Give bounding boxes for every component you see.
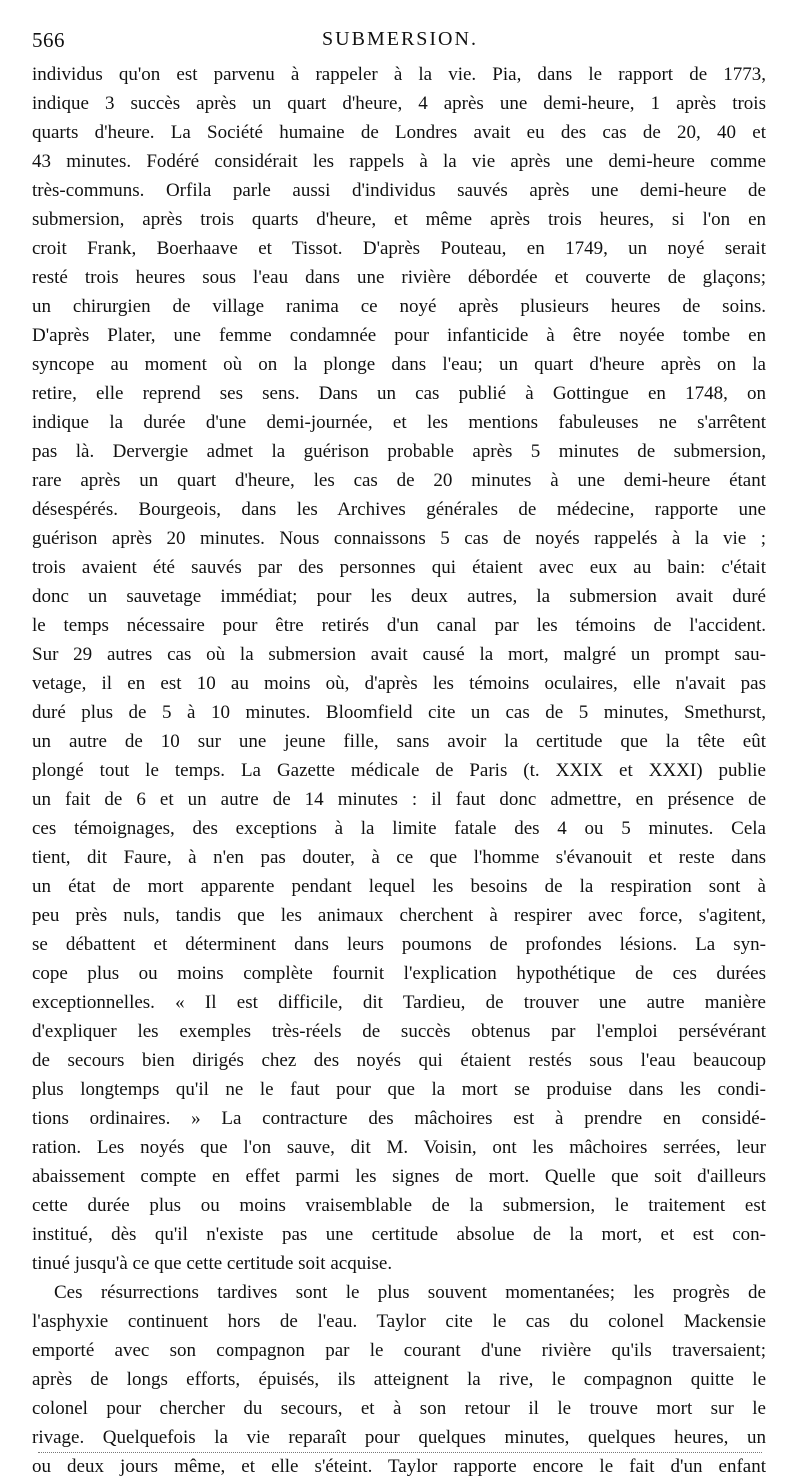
text-line: tions ordinaires. » La contracture des mâchoires est à prendre en considé- [32, 1108, 766, 1129]
page-header [32, 28, 768, 58]
text-line: le temps nécessaire pour être retirés d'un canal par les témoins de l'accident. [32, 615, 766, 636]
text-line: ces témoignages, des exceptions à la limite fatale des 4 ou 5 minutes. Cela [32, 818, 766, 839]
text-line: 43 minutes. Fodéré considérait les rappels à la vie après une demi-heure comme [32, 151, 766, 172]
text-line: un autre de 10 sur une jeune fille, sans avoir la certitude que la tête eût [32, 731, 766, 752]
text-line: resté trois heures sous l'eau dans une rivière débordée et couverte de glaçons; [32, 267, 766, 288]
text-line: quarts d'heure. La Société humaine de Londres avait eu des cas de 20, 40 et [32, 122, 766, 143]
page-number: 566 [32, 28, 65, 52]
text-line-italic-citation: plongé tout le temps. La Gazette médicale de Paris (t. XXIX et XXXI) publie [32, 760, 766, 781]
text-line: duré plus de 5 à 10 minutes. Bloomfield cite un cas de 5 minutes, Smethurst, [32, 702, 766, 723]
text-line-paragraph-start: Ces résurrections tardives sont le plus souvent momentanées; les progrès de [54, 1282, 766, 1303]
text-line: tient, dit Faure, à n'en pas douter, à ce que l'homme s'évanouit et reste dans [32, 847, 766, 868]
text-line: cope plus ou moins complète fournit l'explication hypothétique de ces durées [32, 963, 766, 984]
text-line: submersion, après trois quarts d'heure, et même après trois heures, si l'on en [32, 209, 766, 230]
text-line-paragraph-end: tinué jusqu'à ce que cette certitude soit acquise. [32, 1253, 393, 1274]
text-line: trois avaient été sauvés par des personnes qui étaient avec eux au bain: c'était [32, 557, 766, 578]
text-line: exceptionnelles. « Il est difficile, dit Tardieu, de trouver une autre manière [32, 992, 766, 1013]
running-title: SUBMERSION. [322, 28, 478, 50]
text-line: l'asphyxie continuent hors de l'eau. Taylor cite le cas du colonel Mackensie [32, 1311, 766, 1332]
text-line: peu près nuls, tandis que les animaux cherchent à respirer avec force, s'agitent, [32, 905, 766, 926]
text-line: emporté avec son compagnon par le courant d'une rivière qu'ils traversaient; [32, 1340, 766, 1361]
text-line: retire, elle reprend ses sens. Dans un cas publié à Gottingue en 1748, on [32, 383, 766, 404]
text-line: D'après Plater, une femme condamnée pour infanticide à être noyée tombe en [32, 325, 766, 346]
text-line: d'expliquer les exemples très-réels de succès obtenus par l'emploi persévérant [32, 1021, 766, 1042]
text-line: un chirurgien de village ranima ce noyé après plusieurs heures de soins. [32, 296, 766, 317]
text-line: pas là. Dervergie admet la guérison probable après 5 minutes de submersion, [32, 441, 766, 462]
text-line: abaissement compte en effet parmi les signes de mort. Quelle que soit d'ailleurs [32, 1166, 766, 1187]
body-text [32, 60, 766, 1481]
footer-dotted-rule [38, 1452, 762, 1453]
text-line: indique la durée d'une demi-journée, et les mentions fabuleuses ne s'arrêtent [32, 412, 766, 433]
text-line: après de longs efforts, épuisés, ils atteignent la rive, le compagnon quitte le [32, 1369, 766, 1390]
text-line: institué, dès qu'il n'existe pas une certitude absolue de la mort, et est con- [32, 1224, 766, 1245]
text-line: ration. Les noyés que l'on sauve, dit M. Voisin, ont les mâchoires serrées, leur [32, 1137, 766, 1158]
text-line: rivage. Quelquefois la vie reparaît pour quelques minutes, quelques heures, un [32, 1427, 766, 1448]
text-line-italic-citation: désespérés. Bourgeois, dans les Archives générales de médecine, rapporte une [32, 499, 766, 520]
text-line: croit Frank, Boerhaave et Tissot. D'après Pouteau, en 1749, un noyé serait [32, 238, 766, 259]
text-line: guérison après 20 minutes. Nous connaissons 5 cas de noyés rappelés à la vie ; [32, 528, 766, 549]
text-line: ou deux jours même, et elle s'éteint. Taylor rapporte encore le fait d'un enfant [32, 1456, 766, 1477]
text-line: indique 3 succès après un quart d'heure, 4 après une demi-heure, 1 après trois [32, 93, 766, 114]
text-line: syncope au moment où on la plonge dans l'eau; un quart d'heure après on la [32, 354, 766, 375]
text-line: vetage, il en est 10 au moins où, d'après les témoins oculaires, elle n'avait pas [32, 673, 766, 694]
text-line: plus longtemps qu'il ne le faut pour que la mort se produise dans les condi- [32, 1079, 766, 1100]
text-line: cette durée plus ou moins vraisemblable de la submersion, le traitement est [32, 1195, 766, 1216]
text-line: un état de mort apparente pendant lequel les besoins de la respiration sont à [32, 876, 766, 897]
text-line: rare après un quart d'heure, les cas de 20 minutes à une demi-heure étant [32, 470, 766, 491]
text-line: se débattent et déterminent dans leurs poumons de profondes lésions. La syn- [32, 934, 766, 955]
text-line: un fait de 6 et un autre de 14 minutes : il faut donc admettre, en présence de [32, 789, 766, 810]
text-line: colonel pour chercher du secours, et à son retour il le trouve mort sur le [32, 1398, 766, 1419]
text-line: très-communs. Orfila parle aussi d'individus sauvés après une demi-heure de [32, 180, 766, 201]
text-line: donc un sauvetage immédiat; pour les deux autres, la submersion avait duré [32, 586, 766, 607]
text-line: Sur 29 autres cas où la submersion avait causé la mort, malgré un prompt sau- [32, 644, 766, 665]
text-line: de secours bien dirigés chez des noyés qui étaient restés sous l'eau beaucoup [32, 1050, 766, 1071]
text-line: individus qu'on est parvenu à rappeler à la vie. Pia, dans le rapport de 1773, [32, 64, 766, 85]
